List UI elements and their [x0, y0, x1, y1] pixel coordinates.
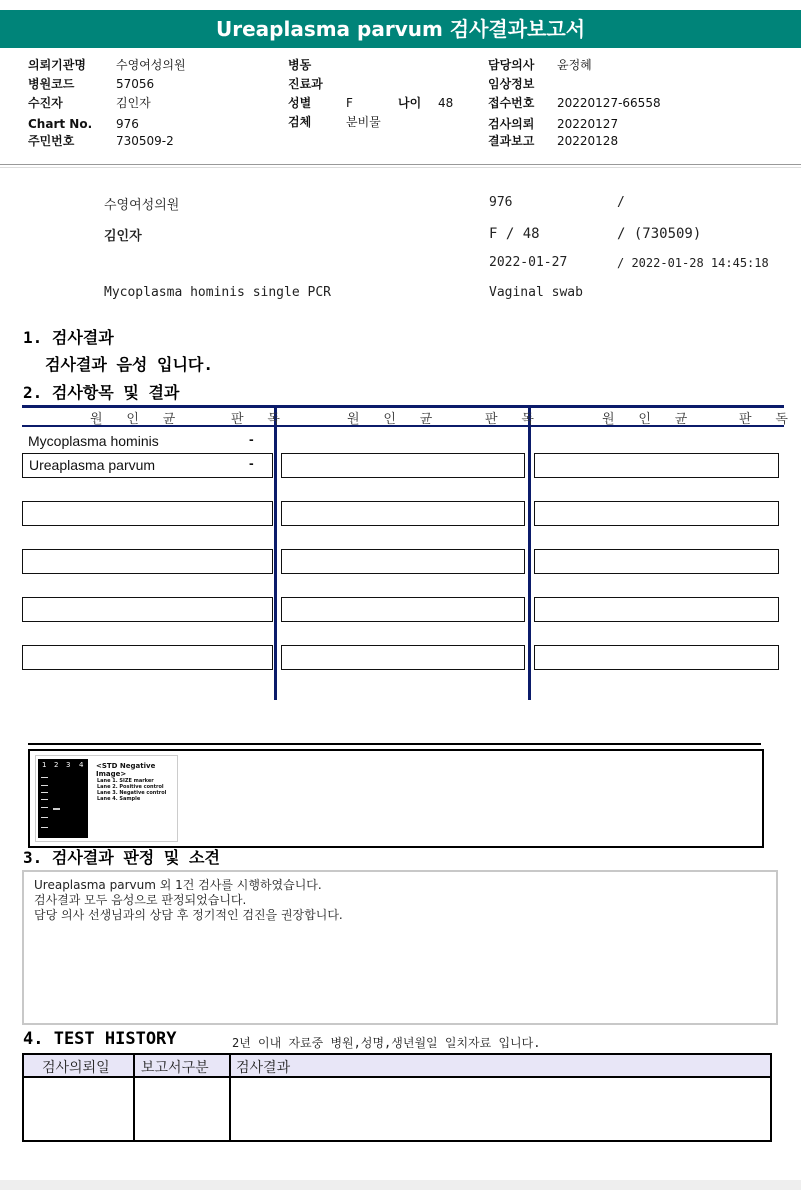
gel-legend-4: Lane 4. Sample — [97, 796, 141, 802]
specimen-value: 분비물 — [346, 115, 381, 129]
result-cell — [22, 501, 273, 526]
receipt-no-label: 접수번호 — [488, 96, 535, 110]
hospital-code-value: 57056 — [116, 77, 155, 91]
summary-sex-age: F / 48 — [489, 226, 540, 242]
chart-no-value: 976 — [116, 117, 139, 131]
footer-bar — [0, 1180, 801, 1190]
result-cell — [281, 549, 525, 574]
gel-legend-1: Lane 1. SIZE marker — [97, 778, 154, 784]
resident-no-value: 730509-2 — [116, 134, 174, 148]
result-cell — [22, 597, 273, 622]
specimen-label: 검체 — [288, 115, 312, 129]
result-cell — [534, 645, 779, 670]
gel-band — [41, 827, 48, 828]
gel-legend — [97, 778, 166, 802]
summary-chart: 976 — [489, 195, 513, 210]
section1-heading: 1. 검사결과 — [23, 328, 114, 347]
gel-legend-3: Lane 3. Negative control — [97, 790, 167, 796]
gel-title: <STD Negative Image> — [96, 762, 156, 778]
gel-photo — [38, 759, 88, 838]
section4-heading: 4. TEST HISTORY — [23, 1029, 177, 1049]
sex-label: 성별 — [288, 96, 312, 110]
opinion-box — [22, 870, 778, 1025]
dept-label: 진료과 — [288, 77, 323, 91]
patient-label: 수진자 — [28, 96, 63, 110]
history-header-row — [24, 1055, 770, 1078]
col-judgement-header-1: 판 독 — [231, 412, 288, 427]
age-label: 나이 — [398, 96, 422, 110]
receipt-no-value: 20220127-66558 — [557, 96, 661, 110]
chart-no-label: Chart No. — [28, 117, 93, 131]
header-col2 — [288, 57, 478, 147]
opinion-line-3: 담당 의사 선생님과의 상담 후 정기적인 검진을 권장합니다. — [34, 908, 343, 922]
result-cell — [281, 645, 525, 670]
result-cell — [534, 549, 779, 574]
summary-slash: / — [617, 195, 625, 210]
age-value: 48 — [438, 96, 454, 110]
col-organism-header-1: 원 인 균 — [90, 412, 184, 427]
doctor-label: 담당의사 — [488, 58, 535, 72]
history-note: 2년 이내 자료중 병원,성명,생년월일 일치자료 입니다. — [232, 1036, 541, 1050]
doctor-value: 윤정혜 — [557, 58, 592, 72]
history-col-divider — [229, 1055, 231, 1140]
section2-heading: 2. 검사항목 및 결과 — [23, 383, 180, 402]
gel-band — [41, 817, 48, 818]
result-cell — [281, 597, 525, 622]
summary-birth: / (730509) — [617, 226, 702, 242]
result-cell — [534, 501, 779, 526]
table-col-divider-2 — [528, 405, 531, 700]
clinic-label: 의뢰기관명 — [28, 58, 86, 72]
result-cell — [281, 501, 525, 526]
summary-received: 2022-01-27 — [489, 255, 568, 270]
row1-organism: Mycoplasma hominis — [28, 433, 159, 449]
summary-reported: / 2022-01-28 14:45:18 — [617, 256, 769, 270]
opinion-line-1: Ureaplasma parvum 외 1건 검사를 시행하였습니다. — [34, 878, 322, 892]
gel-band — [41, 777, 48, 778]
table-col-divider-1 — [274, 405, 277, 700]
col-judgement-header-3: 판 독 — [739, 412, 796, 427]
gel-lane-4: 4 — [79, 761, 84, 769]
patient-value: 김인자 — [116, 96, 151, 110]
report-date-value: 20220128 — [557, 134, 619, 148]
header-col3 — [488, 57, 788, 152]
history-table — [22, 1053, 772, 1142]
clinical-info-label: 임상정보 — [488, 77, 535, 91]
gel-band — [41, 792, 48, 793]
ward-label: 병동 — [288, 58, 312, 72]
request-date-label: 검사의뢰 — [488, 117, 535, 131]
sex-value: F — [346, 96, 353, 110]
history-col-divider — [133, 1055, 135, 1140]
col-organism-header-3: 원 인 균 — [602, 412, 696, 427]
gel-lane-1: 1 — [42, 761, 47, 769]
col-judgement-header-2: 판 독 — [485, 412, 542, 427]
row2-organism: Ureaplasma parvum — [29, 457, 156, 473]
history-col-request-date: 검사의뢰일 — [42, 1059, 110, 1075]
header-divider — [0, 164, 801, 168]
summary-specimen: Vaginal swab — [489, 285, 583, 300]
summary-clinic: 수영여성의원 — [104, 198, 180, 213]
gel-lane-2: 2 — [54, 761, 59, 769]
history-col-result: 검사결과 — [236, 1059, 291, 1075]
clinic-value: 수영여성의원 — [116, 58, 186, 72]
gel-top-rule — [28, 743, 761, 745]
result-cell — [22, 645, 273, 670]
opinion-text — [34, 878, 343, 923]
opinion-line-2: 검사결과 모두 음성으로 판정되었습니다. — [34, 893, 247, 907]
result-cell — [22, 549, 273, 574]
resident-no-label: 주민번호 — [28, 134, 75, 148]
result-cell — [534, 597, 779, 622]
gel-lane-3: 3 — [66, 761, 71, 769]
summary-name: 김인자 — [104, 229, 142, 244]
section3-heading: 3. 검사결과 판정 및 소견 — [23, 848, 220, 867]
gel-band — [41, 807, 48, 808]
section1-result: 검사결과 음성 입니다. — [45, 355, 214, 374]
col-organism-header-2: 원 인 균 — [347, 412, 441, 427]
request-date-value: 20220127 — [557, 117, 619, 131]
gel-image-card — [35, 755, 178, 842]
gel-band — [41, 799, 48, 800]
report-title: Ureaplasma parvum 검사결과보고서 — [0, 10, 801, 48]
row2-judgement: - — [249, 455, 254, 471]
result-cell — [534, 453, 779, 478]
header-col1 — [28, 57, 268, 152]
row1-judgement: - — [249, 431, 254, 447]
gel-band — [41, 785, 48, 786]
gel-legend-2: Lane 2. Positive control — [97, 784, 164, 790]
summary-test: Mycoplasma hominis single PCR — [104, 285, 331, 300]
report-date-label: 결과보고 — [488, 134, 535, 148]
gel-band — [53, 808, 60, 810]
hospital-code-label: 병원코드 — [28, 77, 75, 91]
result-cell — [281, 453, 525, 478]
history-col-report-type: 보고서구분 — [141, 1059, 209, 1075]
